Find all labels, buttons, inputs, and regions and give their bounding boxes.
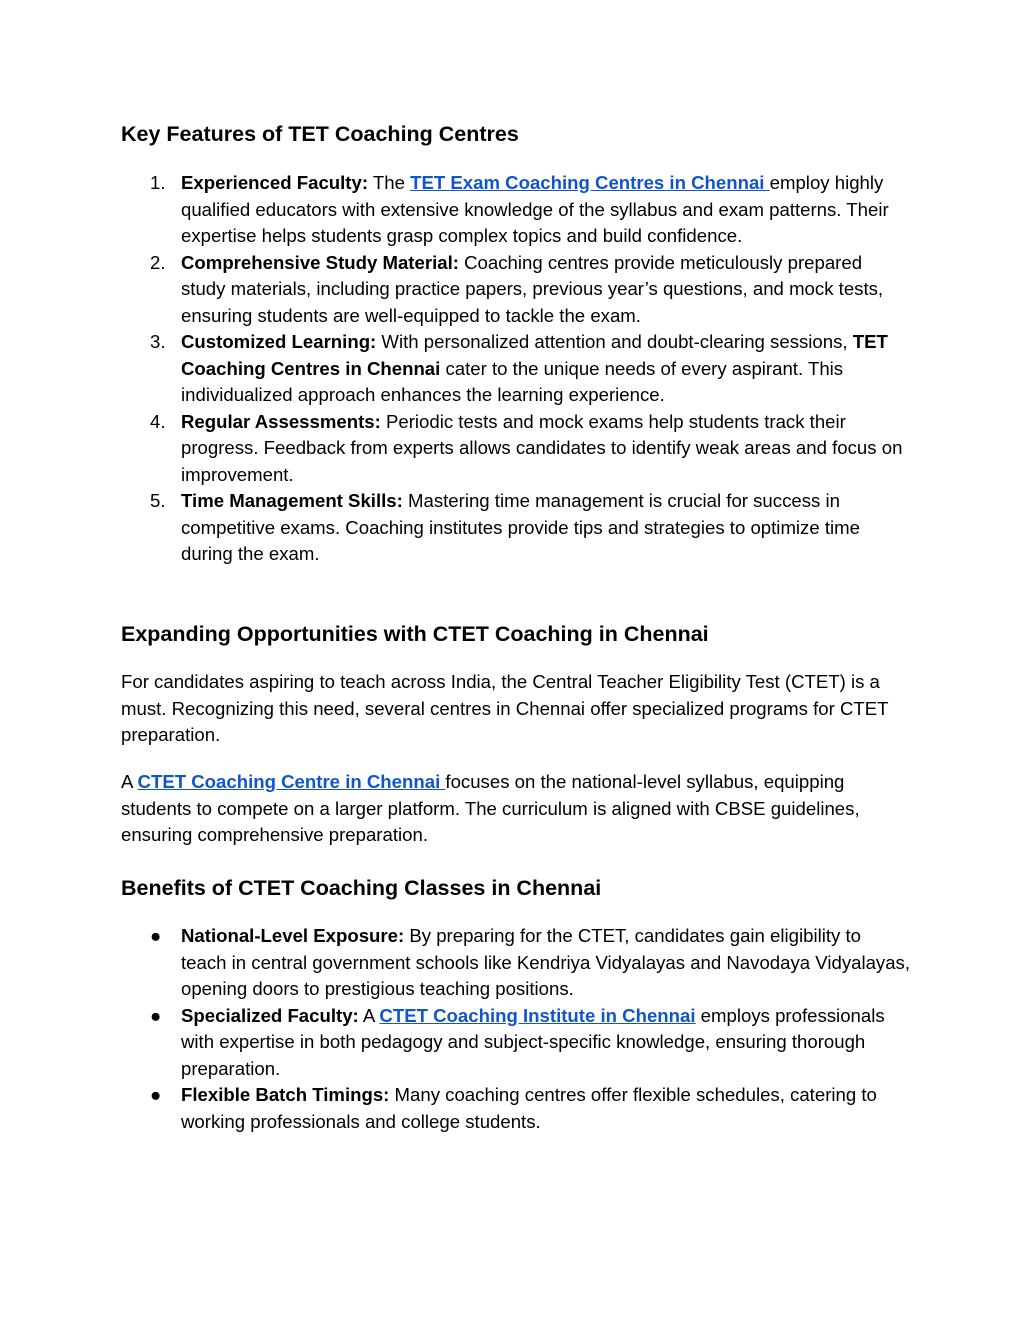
item-text: Periodic tests and mock exams help students track their progress. Feedback from experts allows candidates to identify weak areas and focus on improvement. bbox=[181, 410, 903, 485]
item-text: With personalized attention and doubt-clearing sessions, bbox=[376, 331, 853, 352]
item-text: employ highly qualified educators with extensive knowledge of the syllabus and exam patterns. Their expertise helps students grasp complex topics and build confidence. bbox=[181, 172, 889, 246]
list-number: 5. bbox=[150, 490, 166, 511]
list-item bbox=[121, 250, 911, 330]
paragraph-ctet-centre bbox=[121, 769, 911, 849]
item-title: Regular Assessments: bbox=[181, 410, 381, 432]
link-ctet-coaching-institute[interactable]: CTET Coaching Institute in Chennai bbox=[379, 1004, 696, 1026]
item-text: Many coaching centres offer flexible schedules, catering to working professionals and college students. bbox=[181, 1084, 877, 1132]
paragraph-text: focuses on the national-level syllabus, equipping students to compete on a larger platform. The curriculum is aligned with CBSE guidelines, ensuring comprehensive preparation. bbox=[121, 771, 860, 845]
list-number: 1. bbox=[150, 172, 166, 193]
item-text: employs professionals with expertise in both pedagogy and subject-specific knowledge, ensuring thorough preparation. bbox=[181, 1004, 885, 1079]
item-text: The bbox=[368, 172, 411, 193]
link-tet-exam-coaching[interactable]: TET Exam Coaching Centres in Chennai bbox=[410, 172, 770, 193]
item-text: A bbox=[358, 1004, 380, 1026]
list-item bbox=[121, 1082, 911, 1135]
item-title: Customized Learning: bbox=[181, 331, 377, 352]
paragraph-ctet-intro: For candidates aspiring to teach across India, the Central Teacher Eligibility Test (CTET) is a must. Recognizing this need, several centres in Chennai offer specialized programs for CTET preparation. bbox=[121, 671, 889, 745]
bullet-icon: ● bbox=[150, 1084, 162, 1105]
list-item bbox=[121, 488, 911, 568]
list-item bbox=[121, 170, 911, 250]
heading-key-features: Key Features of TET Coaching Centres bbox=[121, 122, 519, 146]
list-item bbox=[121, 1003, 911, 1083]
item-title: Experienced Faculty: bbox=[181, 172, 369, 193]
item-title: Specialized Faculty: bbox=[181, 1004, 359, 1026]
link-ctet-coaching-centre[interactable]: CTET Coaching Centre in Chennai bbox=[137, 771, 446, 792]
item-title: Comprehensive Study Material: bbox=[181, 251, 459, 273]
list-item bbox=[121, 329, 911, 409]
item-bold-text: TET Coaching Centres in Chennai bbox=[181, 331, 888, 379]
list-number: 4. bbox=[150, 410, 166, 432]
key-features-list bbox=[121, 170, 911, 568]
heading-expanding-opportunities: Expanding Opportunities with CTET Coaching in Chennai bbox=[121, 622, 709, 646]
item-title: Flexible Batch Timings: bbox=[181, 1084, 390, 1105]
list-number: 2. bbox=[150, 251, 166, 273]
benefits-list bbox=[121, 923, 911, 1135]
heading-benefits: Benefits of CTET Coaching Classes in Chennai bbox=[121, 876, 602, 900]
item-text: Mastering time management is crucial for success in competitive exams. Coaching institutes provide tips and strategies to optimize time during the exam. bbox=[181, 490, 860, 564]
item-title: Time Management Skills: bbox=[181, 490, 403, 511]
bullet-icon: ● bbox=[150, 925, 162, 946]
item-text: By preparing for the CTET, candidates gain eligibility to teach in central government schools like Kendriya Vidyalayas and Navodaya Vidyalayas, opening doors to prestigious teaching positions. bbox=[181, 925, 911, 999]
item-text: Coaching centres provide meticulously prepared study materials, including practice papers, previous year’s questions, and mock tests, ensuring students are well-equipped to tackle the exam. bbox=[181, 251, 884, 326]
item-title: National-Level Exposure: bbox=[181, 925, 405, 946]
list-number: 3. bbox=[150, 331, 166, 352]
paragraph-text: A bbox=[121, 771, 138, 792]
list-item bbox=[121, 923, 911, 1003]
list-item bbox=[121, 409, 911, 489]
item-text: cater to the unique needs of every aspirant. This individualized approach enhances the learning experience. bbox=[181, 357, 844, 405]
bullet-icon: ● bbox=[150, 1004, 162, 1026]
